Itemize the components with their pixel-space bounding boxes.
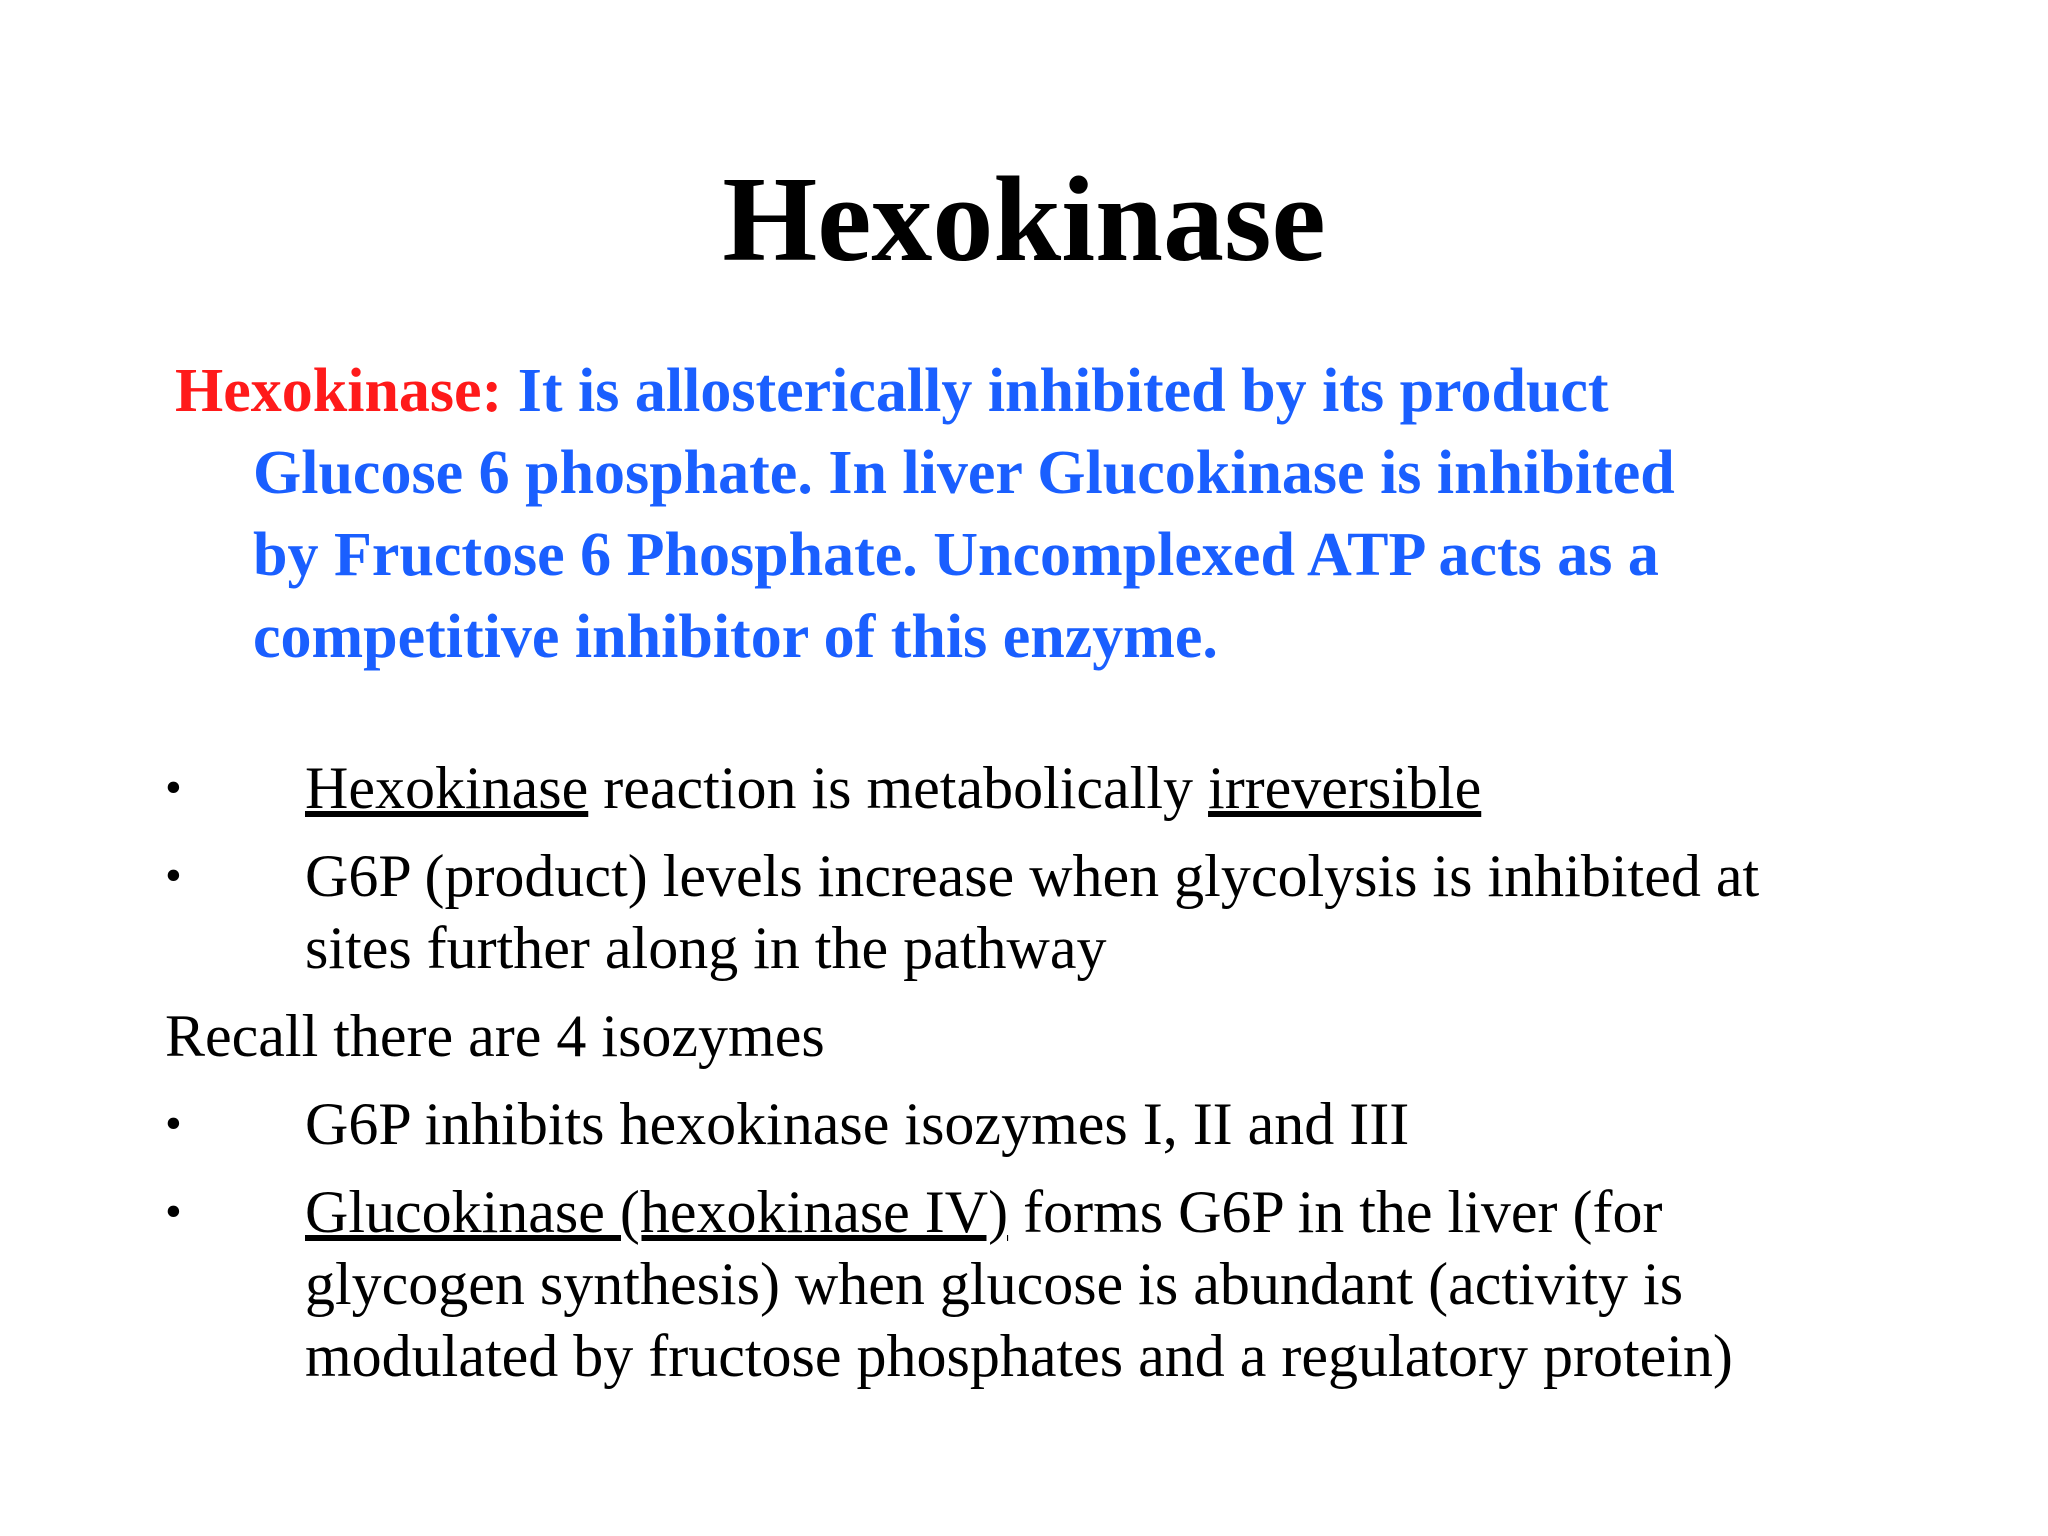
intro-first-line [175,350,1875,432]
bullet-item-irreversible [165,752,1965,824]
slide-title: Hexokinase [722,152,1326,287]
bullet-4-line-2: glycogen synthesis) when glucose is abundant (activity is [305,1251,1684,1317]
bullet-item-glucokinase [165,1176,1965,1392]
intro-line-4: competitive inhibitor of this enzyme. [253,603,1218,671]
bullet-4-line-1: forms G6P in the liver (for [1008,1179,1663,1245]
bullet-item-g6p-inhibits [165,1088,1965,1160]
bullet-4-underline: Glucokinase (hexokinase IV) [305,1179,1009,1245]
intro-lead: Hexokinase: [175,357,503,425]
bullet-item-g6p-levels [165,840,1965,984]
intro-line-3: by Fructose 6 Phosphate. Uncomplexed ATP acts as a [253,521,1659,589]
bullet-3-text: G6P inhibits hexokinase isozymes I, II and III [305,1091,1410,1157]
bullet-list [165,752,1965,1408]
bullet-marker: • [165,1097,182,1150]
intro-line-2: Glucose 6 phosphate. In liver Glucokinase is inhibited [253,439,1675,507]
intro-line-1: It is allosterically inhibited by its product [502,357,1609,425]
bullet-marker: • [165,849,182,902]
bullet-2-line-1: G6P (product) levels increase when glycolysis is inhibited at [305,843,1760,909]
bullet-1-underline-1: Hexokinase [305,755,589,821]
bullet-2-line-2: sites further along in the pathway [305,915,1107,981]
bullet-1-underline-2: irreversible [1208,755,1482,821]
bullet-4-line-3: modulated by fructose phosphates and a regulatory protein) [305,1323,1733,1389]
intro-paragraph [175,350,1875,678]
recall-line: Recall there are 4 isozymes [165,1003,825,1069]
bullet-marker: • [165,1185,182,1238]
bullet-1-text: reaction is metabolically [588,755,1209,821]
bullet-marker: • [165,761,182,814]
